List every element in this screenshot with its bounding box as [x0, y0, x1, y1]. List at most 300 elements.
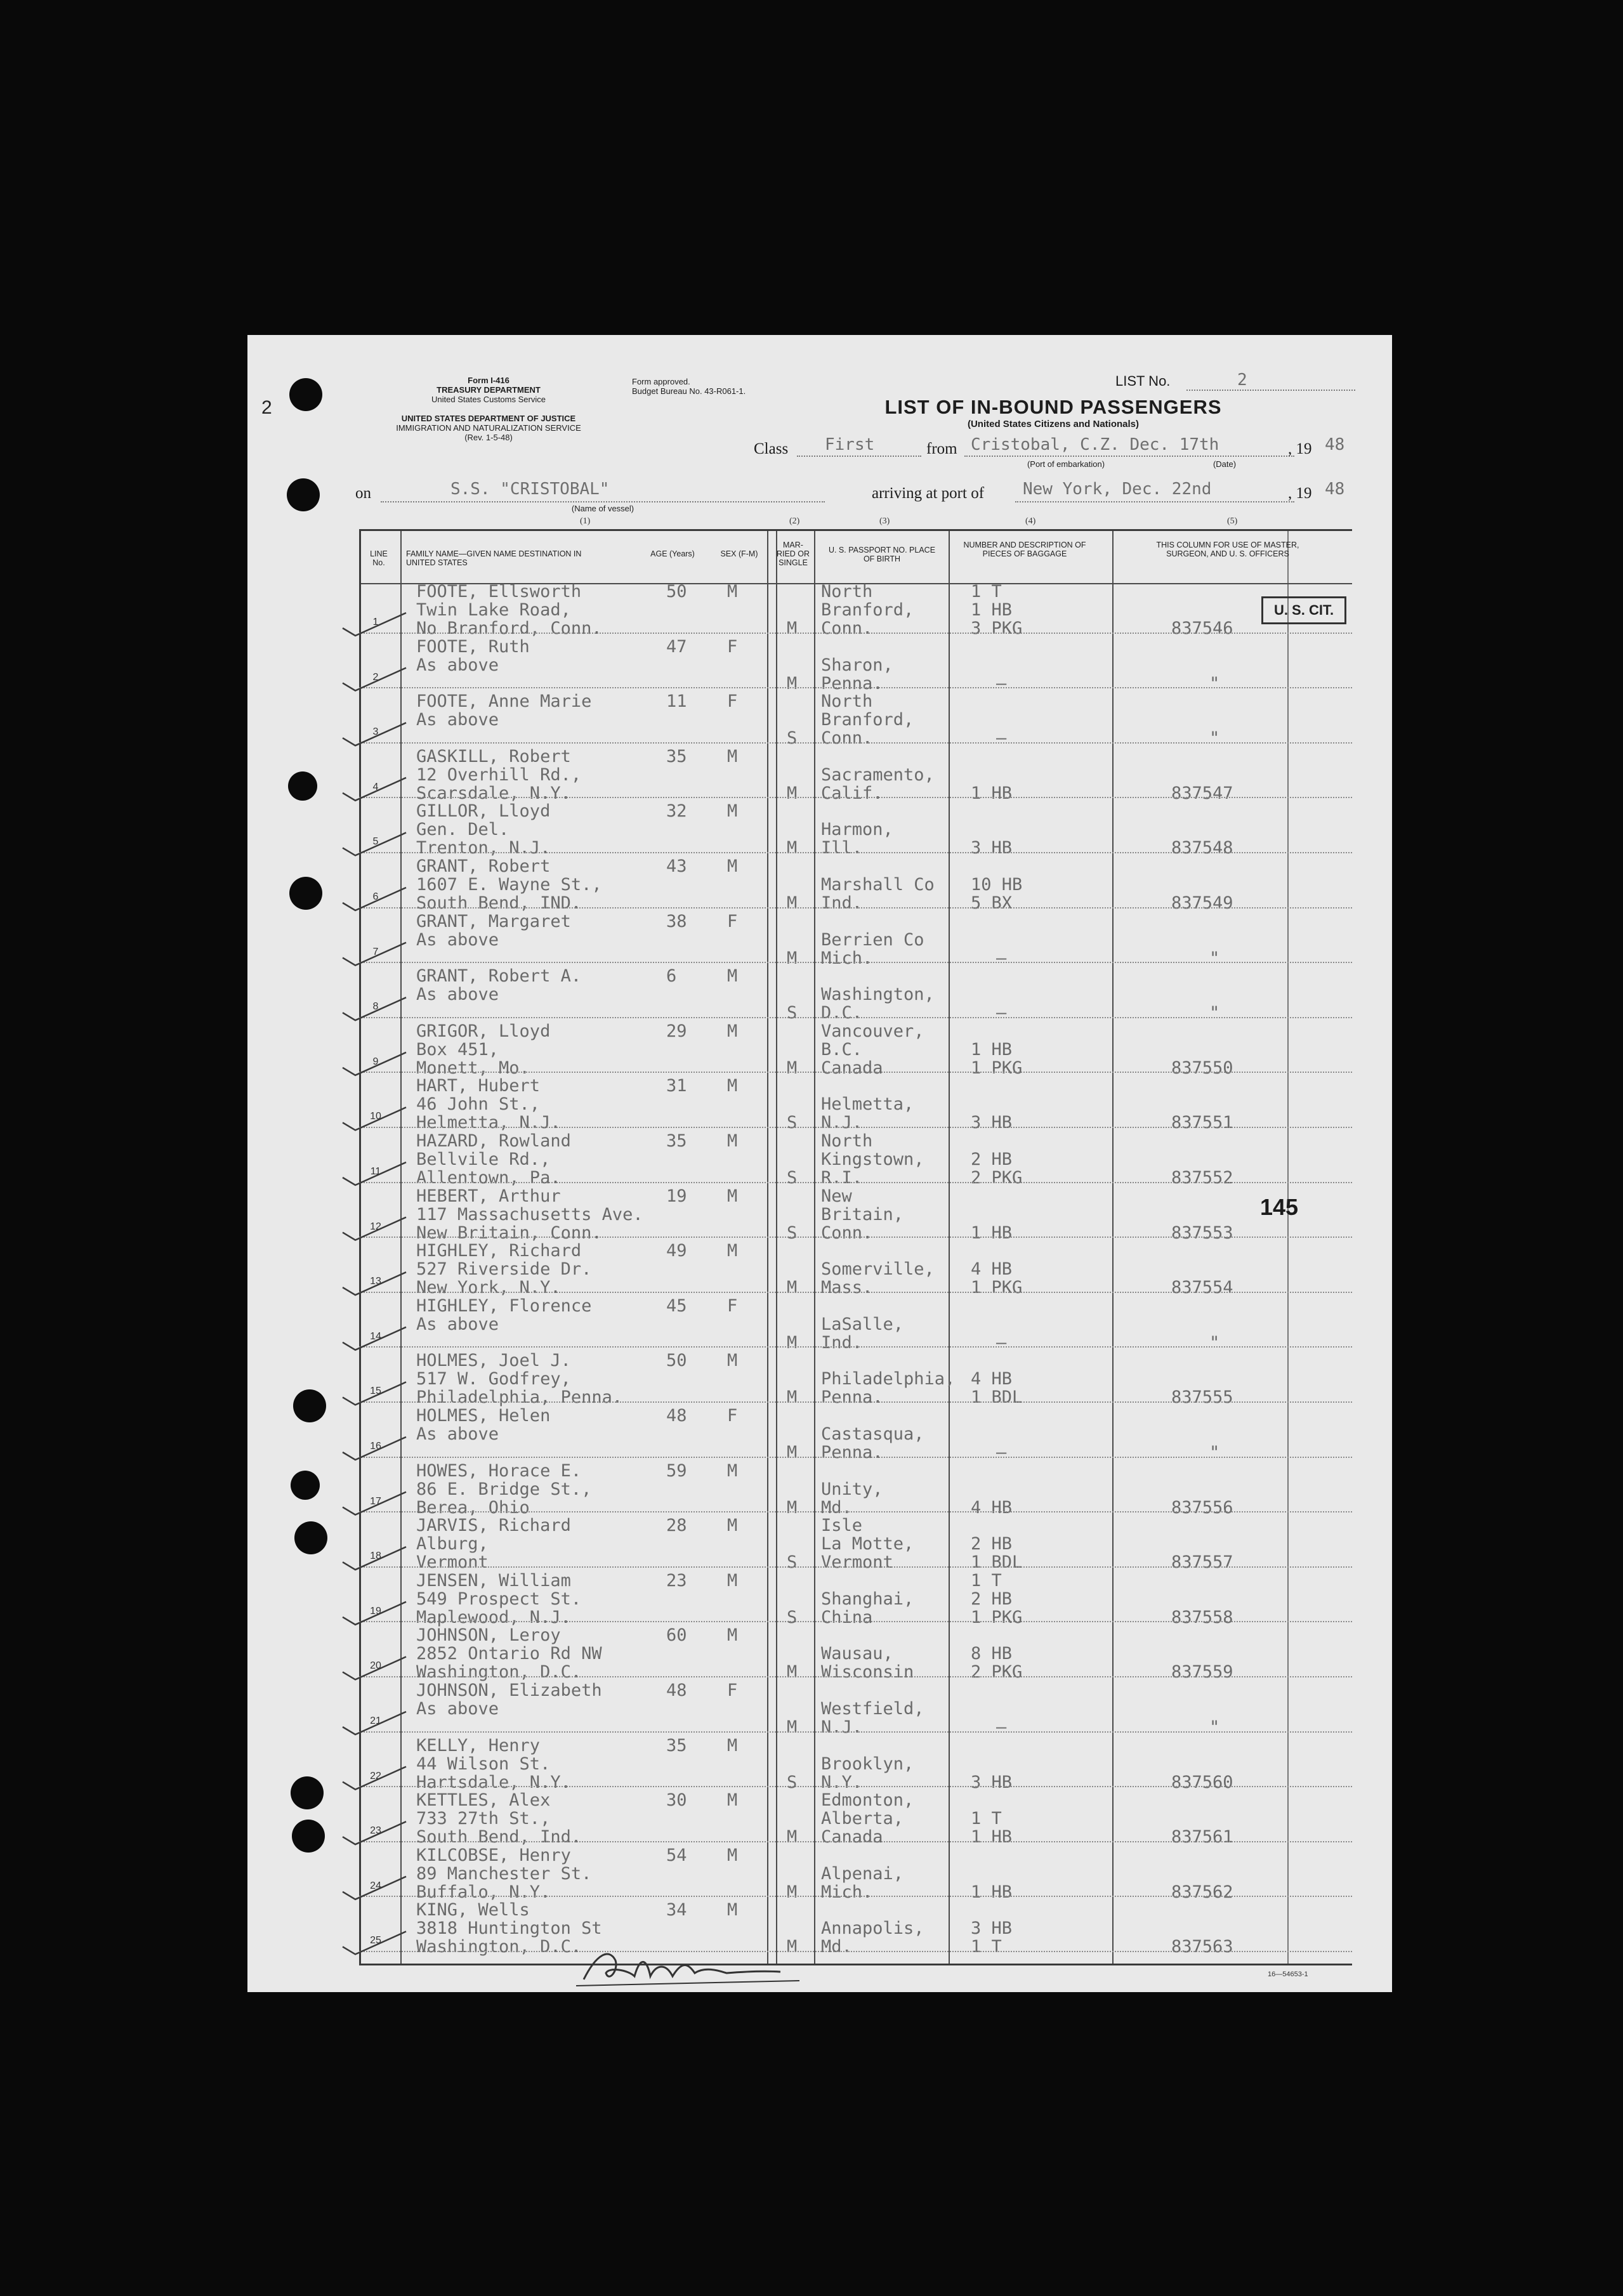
sex: F	[727, 1296, 738, 1316]
officer-number: 837563	[1171, 1937, 1233, 1957]
line-number: 3	[372, 726, 379, 738]
tick-mark	[343, 1547, 406, 1570]
marital-status: M	[787, 893, 798, 913]
place-of-birth: Calif.	[821, 783, 883, 803]
passenger-name-line: GRANT, Margaret	[416, 911, 571, 931]
line-number: 25	[370, 1935, 381, 1946]
officer-number: 837555	[1171, 1387, 1233, 1408]
officer-number: 837559	[1171, 1662, 1233, 1683]
age: 11	[666, 692, 687, 712]
passenger-name-line: HOLMES, Joel J.	[416, 1351, 571, 1371]
baggage: 8 HB	[971, 1644, 1013, 1664]
officer-number: 837548	[1171, 838, 1233, 858]
line-number: 19	[370, 1605, 381, 1617]
immigration-service: IMMIGRATION AND NATURALIZATION SERVICE	[396, 423, 581, 433]
passenger-name-line: FOOTE, Ellsworth	[416, 582, 582, 601]
baggage: 1 HB	[971, 1039, 1013, 1059]
passenger-name-line: As above	[416, 655, 499, 675]
officer-number: 837561	[1171, 1827, 1233, 1847]
age: 59	[666, 1460, 687, 1481]
officer-number: 837551	[1171, 1113, 1233, 1133]
age: 28	[666, 1516, 687, 1536]
passenger-name-line: Buffalo, N.Y.	[416, 1882, 551, 1902]
baggage: 1 HB	[971, 783, 1013, 803]
age: 6	[666, 966, 677, 987]
tick-mark	[343, 888, 406, 910]
vessel-caption: (Name of vessel)	[571, 504, 634, 513]
tick-mark	[343, 1931, 406, 1954]
form-approved: Form approved.	[632, 377, 690, 386]
age: 50	[666, 1351, 687, 1371]
officer-number: 837553	[1171, 1223, 1233, 1243]
baggage: 1 PKG	[971, 1058, 1023, 1078]
passenger-name-line: Twin Lake Road,	[416, 600, 571, 620]
marital-status: M	[787, 783, 798, 803]
place-of-birth: B.C.	[821, 1039, 863, 1059]
sex: M	[727, 966, 738, 987]
officer-number: 837550	[1171, 1058, 1233, 1078]
officer-number: 837560	[1171, 1772, 1233, 1792]
age: 35	[666, 746, 687, 766]
tick-mark	[343, 778, 406, 801]
passenger-name-line: KILCOBSE, Henry	[416, 1845, 571, 1865]
officer-number: 837547	[1171, 783, 1233, 803]
tick-mark	[343, 1821, 406, 1844]
marital-status: S	[787, 728, 798, 749]
place-of-birth: R.I.	[821, 1168, 863, 1188]
line-number: 10	[370, 1111, 381, 1122]
justice-department: UNITED STATES DEPARTMENT OF JUSTICE	[401, 414, 576, 423]
age: 32	[666, 801, 687, 822]
marital-status: S	[787, 1168, 798, 1188]
passenger-name-line: As above	[416, 1424, 499, 1444]
passenger-name-line: HIGHLEY, Richard	[416, 1241, 582, 1261]
officer-number: 837554	[1171, 1278, 1233, 1298]
tick-mark	[343, 723, 406, 745]
officer-number: "	[1209, 1443, 1220, 1462]
passenger-name-line: 1607 E. Wayne St.,	[416, 875, 602, 895]
list-no-value: 2	[1237, 371, 1247, 390]
sex: F	[727, 636, 738, 657]
tick-mark	[343, 1767, 406, 1790]
marital-status: M	[787, 1387, 798, 1408]
passenger-name-line: GILLOR, Lloyd	[416, 801, 551, 822]
sex: M	[727, 801, 738, 822]
age: 34	[666, 1900, 687, 1920]
passenger-name-line: Trenton, N.J.	[416, 838, 551, 858]
passenger-name-line: Allentown, Pa.	[416, 1168, 561, 1188]
tick-mark	[343, 943, 406, 966]
place-of-birth: Marshall Co	[821, 875, 935, 895]
col-number-5: (5)	[1227, 516, 1238, 526]
baggage: 1 HB	[971, 600, 1013, 620]
tick-mark	[343, 1217, 406, 1240]
passenger-name-line: KING, Wells	[416, 1900, 530, 1920]
passenger-name-line: 2852 Ontario Rd NW	[416, 1644, 602, 1664]
budget-bureau: Budget Bureau No. 43-R061-1.	[632, 386, 746, 396]
passenger-name-line: 733 27th St.,	[416, 1809, 551, 1829]
place-of-birth: Branford,	[821, 710, 914, 730]
passenger-name-line: No Branford, Conn.	[416, 619, 602, 638]
passenger-name-line: HOWES, Horace E.	[416, 1460, 582, 1481]
col-header-age: AGE (Years)	[650, 549, 695, 558]
age: 35	[666, 1735, 687, 1755]
passenger-name-line: Maplewood, N.J.	[416, 1607, 571, 1627]
age: 35	[666, 1131, 687, 1151]
col-header-sex: SEX (F-M)	[720, 549, 758, 558]
baggage: 1 BDL	[971, 1552, 1023, 1573]
place-of-birth: Canada	[821, 1058, 883, 1078]
line-number: 22	[370, 1770, 381, 1781]
passenger-name-line: Berea, Ohio	[416, 1497, 530, 1518]
sex: M	[727, 582, 738, 601]
place-of-birth: Wausau,	[821, 1644, 893, 1664]
passenger-name-line: 549 Prospect St.	[416, 1589, 582, 1609]
passenger-name-line: 89 Manchester St.	[416, 1863, 592, 1884]
place-of-birth: Castasqua,	[821, 1424, 924, 1444]
marital-status: S	[787, 1003, 798, 1023]
date-caption: (Date)	[1212, 459, 1237, 469]
place-of-birth: LaSalle,	[821, 1314, 904, 1334]
officer-number: "	[1209, 728, 1220, 749]
col-header-line-no: LINE No.	[370, 549, 388, 567]
place-of-birth: Vancouver,	[821, 1021, 924, 1041]
place-of-birth: Md.	[821, 1497, 852, 1518]
vessel-name: S.S. "CRISTOBAL"	[450, 480, 610, 499]
from-year: 48	[1325, 435, 1345, 454]
marital-status: M	[787, 1662, 798, 1683]
baggage: –	[996, 673, 1007, 693]
marital-status: M	[787, 1937, 798, 1957]
place-of-birth: Conn.	[821, 619, 873, 638]
place-of-birth: Ind.	[821, 893, 863, 913]
line-number: 18	[370, 1551, 381, 1562]
passenger-name-line: As above	[416, 1314, 499, 1334]
sex: M	[727, 1460, 738, 1481]
sex: F	[727, 1406, 738, 1426]
passenger-name-line: New Britain, Conn.	[416, 1223, 602, 1243]
sex: M	[727, 1845, 738, 1865]
place-of-birth: N.J.	[821, 1113, 863, 1133]
baggage: 3 HB	[971, 1113, 1013, 1133]
tick-mark	[343, 997, 406, 1020]
age: 48	[666, 1681, 687, 1700]
passenger-name-line: South Bend, Ind.	[416, 1827, 582, 1847]
arrival-port: New York, Dec. 22nd	[1023, 480, 1212, 499]
arrival-year: 48	[1325, 480, 1345, 499]
place-of-birth: Westfield,	[821, 1699, 924, 1719]
place-of-birth: Penna.	[821, 1387, 883, 1408]
page-number: 145	[1260, 1194, 1299, 1220]
marital-status: M	[787, 1443, 798, 1462]
col-number-3: (3)	[879, 516, 890, 526]
place-of-birth: Alberta,	[821, 1809, 904, 1829]
baggage: 2 HB	[971, 1534, 1013, 1554]
place-of-birth: Berrien Co	[821, 929, 924, 950]
line-number: 6	[372, 891, 379, 902]
age: 49	[666, 1241, 687, 1261]
place-of-birth: Sacramento,	[821, 764, 935, 785]
place-of-birth: Washington,	[821, 985, 935, 1005]
baggage: 3 HB	[971, 1919, 1013, 1939]
sex: M	[727, 1625, 738, 1646]
line-number: 9	[372, 1056, 379, 1067]
arrival-year-prefix: , 19	[1288, 485, 1312, 502]
passenger-name-line: GRIGOR, Lloyd	[416, 1021, 551, 1041]
sex: F	[727, 911, 738, 931]
tick-mark	[343, 1656, 406, 1679]
sex: M	[727, 1516, 738, 1536]
sex: M	[727, 1076, 738, 1096]
marital-status: S	[787, 1223, 798, 1243]
passenger-name-line: Scarsdale, N.Y.	[416, 783, 571, 803]
passenger-name-line: GASKILL, Robert	[416, 746, 571, 766]
line-number: 17	[370, 1495, 381, 1507]
passenger-name-line: KETTLES, Alex	[416, 1790, 551, 1811]
line-number: 16	[370, 1441, 381, 1452]
passenger-name-line: 517 W. Godfrey,	[416, 1369, 571, 1389]
sex: M	[727, 1241, 738, 1261]
officer-number: "	[1209, 1332, 1220, 1353]
line-number: 21	[370, 1715, 381, 1726]
from-label: from	[926, 440, 957, 457]
passenger-name-line: HEBERT, Arthur	[416, 1186, 561, 1206]
passenger-name-line: HAZARD, Rowland	[416, 1131, 571, 1151]
age: 30	[666, 1790, 687, 1811]
baggage: –	[996, 948, 1007, 968]
place-of-birth: Britain,	[821, 1204, 904, 1224]
from-value: Cristobal, C.Z. Dec. 17th	[971, 435, 1219, 454]
marital-status: M	[787, 673, 798, 693]
passenger-name-line: HIGHLEY, Florence	[416, 1296, 592, 1316]
passenger-name-line: JARVIS, Richard	[416, 1516, 571, 1536]
line-number: 14	[370, 1330, 381, 1342]
line-number: 2	[372, 671, 379, 683]
sex: M	[727, 1735, 738, 1755]
place-of-birth: Canada	[821, 1827, 883, 1847]
passenger-name-line: GRANT, Robert A.	[416, 966, 582, 987]
place-of-birth: Sharon,	[821, 655, 893, 675]
tick-mark	[343, 1382, 406, 1405]
baggage: 1 T	[971, 1937, 1002, 1957]
place-of-birth: Helmetta,	[821, 1094, 914, 1115]
passenger-name-line: Monett, Mo.	[416, 1058, 530, 1078]
baggage: 3 HB	[971, 1772, 1013, 1792]
place-of-birth: Penna.	[821, 1443, 883, 1462]
sex: M	[727, 1186, 738, 1206]
place-of-birth: North	[821, 582, 873, 601]
baggage: 1 PKG	[971, 1607, 1023, 1627]
revision: (Rev. 1-5-48)	[464, 433, 513, 442]
place-of-birth: Shanghai,	[821, 1589, 914, 1609]
line-number: 7	[372, 946, 379, 957]
passenger-name-line: South Bend, IND.	[416, 893, 582, 913]
place-of-birth: Branford,	[821, 600, 914, 620]
place-of-birth: North	[821, 692, 873, 712]
marital-status: M	[787, 1278, 798, 1298]
passenger-name-line: As above	[416, 985, 499, 1005]
officer-number: "	[1209, 1717, 1220, 1737]
place-of-birth: China	[821, 1607, 873, 1627]
passenger-name-line: Alburg,	[416, 1534, 489, 1554]
baggage: 2 PKG	[971, 1662, 1023, 1683]
tick-mark	[343, 1712, 406, 1735]
passenger-name-line: GRANT, Robert	[416, 856, 551, 876]
tick-mark	[343, 1162, 406, 1185]
marital-status: S	[787, 1607, 798, 1627]
marital-status: M	[787, 1058, 798, 1078]
line-number: 5	[372, 836, 379, 848]
place-of-birth: North	[821, 1131, 873, 1151]
baggage: 1 HB	[971, 1223, 1013, 1243]
us-citizen-stamp: U. S. CIT.	[1261, 596, 1346, 624]
port-embarkation-caption: (Port of embarkation)	[1027, 459, 1105, 469]
passenger-name-line: 46 John St.,	[416, 1094, 541, 1115]
officer-number: "	[1209, 673, 1220, 693]
passenger-name-line: JOHNSON, Elizabeth	[416, 1681, 602, 1700]
place-of-birth: Ind.	[821, 1332, 863, 1353]
age: 60	[666, 1625, 687, 1646]
baggage: 1 PKG	[971, 1278, 1023, 1298]
passenger-name-line: Gen. Del.	[416, 820, 509, 840]
passenger-name-line: Washington, D.C.	[416, 1937, 582, 1957]
marital-status: S	[787, 1113, 798, 1133]
col-number-4: (4)	[1025, 516, 1036, 526]
tick-mark	[343, 832, 406, 855]
col-header-married: MAR- RIED OR SINGLE	[776, 541, 810, 567]
line-number: 20	[370, 1660, 381, 1672]
tick-mark	[343, 1272, 406, 1295]
place-of-birth: N.J.	[821, 1717, 863, 1737]
officer-number: "	[1209, 948, 1220, 968]
passenger-name-line: 117 Massachusetts Ave.	[416, 1204, 643, 1224]
on-label: on	[355, 485, 371, 502]
place-of-birth: Wisconsin	[821, 1662, 914, 1683]
age: 19	[666, 1186, 687, 1206]
line-number: 15	[370, 1386, 381, 1397]
passenger-name-line: 3818 Huntington St	[416, 1919, 602, 1939]
passenger-name-line: Philadelphia, Penna.	[416, 1387, 623, 1408]
customs-service: United States Customs Service	[431, 395, 546, 404]
place-of-birth: Vermont	[821, 1552, 893, 1573]
baggage: 1 T	[971, 1570, 1002, 1591]
baggage: 2 HB	[971, 1589, 1013, 1609]
passenger-name-line: HART, Hubert	[416, 1076, 541, 1096]
age: 54	[666, 1845, 687, 1865]
age: 31	[666, 1076, 687, 1096]
sex: M	[727, 1351, 738, 1371]
tick-mark	[343, 1053, 406, 1075]
officer-number: 837549	[1171, 893, 1233, 913]
place-of-birth: Conn.	[821, 1223, 873, 1243]
passenger-name-line: Bellvile Rd.,	[416, 1150, 551, 1169]
tick-mark	[343, 668, 406, 691]
officer-number: 837546	[1171, 619, 1233, 638]
officer-number: 837556	[1171, 1497, 1233, 1518]
passenger-name-line: JOHNSON, Leroy	[416, 1625, 561, 1646]
passenger-name-line: Washington, D.C.	[416, 1662, 582, 1683]
sex: M	[727, 746, 738, 766]
passenger-name-line: 44 Wilson St.	[416, 1754, 551, 1774]
place-of-birth: Philadelphia,	[821, 1369, 956, 1389]
age: 50	[666, 582, 687, 601]
line-number: 4	[372, 781, 379, 792]
baggage: 1 BDL	[971, 1387, 1023, 1408]
passenger-name-line: 527 Riverside Dr.	[416, 1259, 592, 1280]
baggage: 4 HB	[971, 1497, 1013, 1518]
passenger-name-line: 12 Overhill Rd.,	[416, 764, 582, 785]
arriving-label: arriving at port of	[872, 485, 985, 502]
sex: M	[727, 1570, 738, 1591]
baggage: 1 HB	[971, 1827, 1013, 1847]
passenger-name-line: As above	[416, 929, 499, 950]
tick-mark	[343, 1877, 406, 1899]
list-subtitle: (United States Citizens and Nationals)	[967, 419, 1140, 430]
age: 23	[666, 1570, 687, 1591]
age: 38	[666, 911, 687, 931]
corner-mark: 2	[261, 397, 272, 418]
tick-mark	[343, 1437, 406, 1460]
tick-mark	[343, 613, 406, 636]
baggage: –	[996, 1443, 1007, 1462]
sex: M	[727, 1900, 738, 1920]
sex: M	[727, 1131, 738, 1151]
passenger-name-line: Hartsdale, N.Y.	[416, 1772, 571, 1792]
line-number: 24	[370, 1880, 381, 1891]
sex: F	[727, 1681, 738, 1700]
place-of-birth: New	[821, 1186, 852, 1206]
list-no-label: LIST No.	[1115, 373, 1171, 389]
marital-status: M	[787, 619, 798, 638]
passenger-name-line: JENSEN, William	[416, 1570, 571, 1591]
sex: M	[727, 1021, 738, 1041]
class-label: Class	[754, 440, 789, 457]
passenger-name-line: KELLY, Henry	[416, 1735, 541, 1755]
baggage: 1 HB	[971, 1882, 1013, 1902]
place-of-birth: N.Y.	[821, 1772, 863, 1792]
place-of-birth: Harmon,	[821, 820, 893, 840]
place-of-birth: Conn.	[821, 728, 873, 749]
baggage: –	[996, 1332, 1007, 1353]
line-number: 11	[370, 1166, 381, 1177]
place-of-birth: Alpenai,	[821, 1863, 904, 1884]
place-of-birth: Somerville,	[821, 1259, 935, 1280]
passenger-name-line: New York, N.Y.	[416, 1278, 561, 1298]
officer-number: 837557	[1171, 1552, 1233, 1573]
baggage: 3 PKG	[971, 619, 1023, 638]
age: 43	[666, 856, 687, 876]
line-number: 12	[370, 1221, 381, 1232]
line-number: 1	[372, 617, 379, 627]
passenger-name-line: 86 E. Bridge St.,	[416, 1479, 592, 1499]
officer-number: 837552	[1171, 1168, 1233, 1188]
tick-mark	[343, 1107, 406, 1130]
form-number: Form I-416	[468, 376, 509, 385]
baggage: 1 T	[971, 1809, 1002, 1829]
baggage: 10 HB	[971, 875, 1023, 895]
marital-status: M	[787, 948, 798, 968]
baggage: 2 PKG	[971, 1168, 1023, 1188]
treasury-department: TREASURY DEPARTMENT	[437, 385, 541, 395]
place-of-birth: Brooklyn,	[821, 1754, 914, 1774]
place-of-birth: Ill.	[821, 838, 863, 858]
form-code: 16—54653-1	[1268, 1971, 1308, 1978]
col-header-officers: THIS COLUMN FOR USE OF MASTER, SURGEON, AND U. S. OFFICERS	[1156, 541, 1299, 558]
place-of-birth: Mich.	[821, 948, 873, 968]
tick-mark	[343, 1492, 406, 1515]
place-of-birth: Kingstown,	[821, 1150, 924, 1169]
col-number-1: (1)	[580, 516, 591, 526]
